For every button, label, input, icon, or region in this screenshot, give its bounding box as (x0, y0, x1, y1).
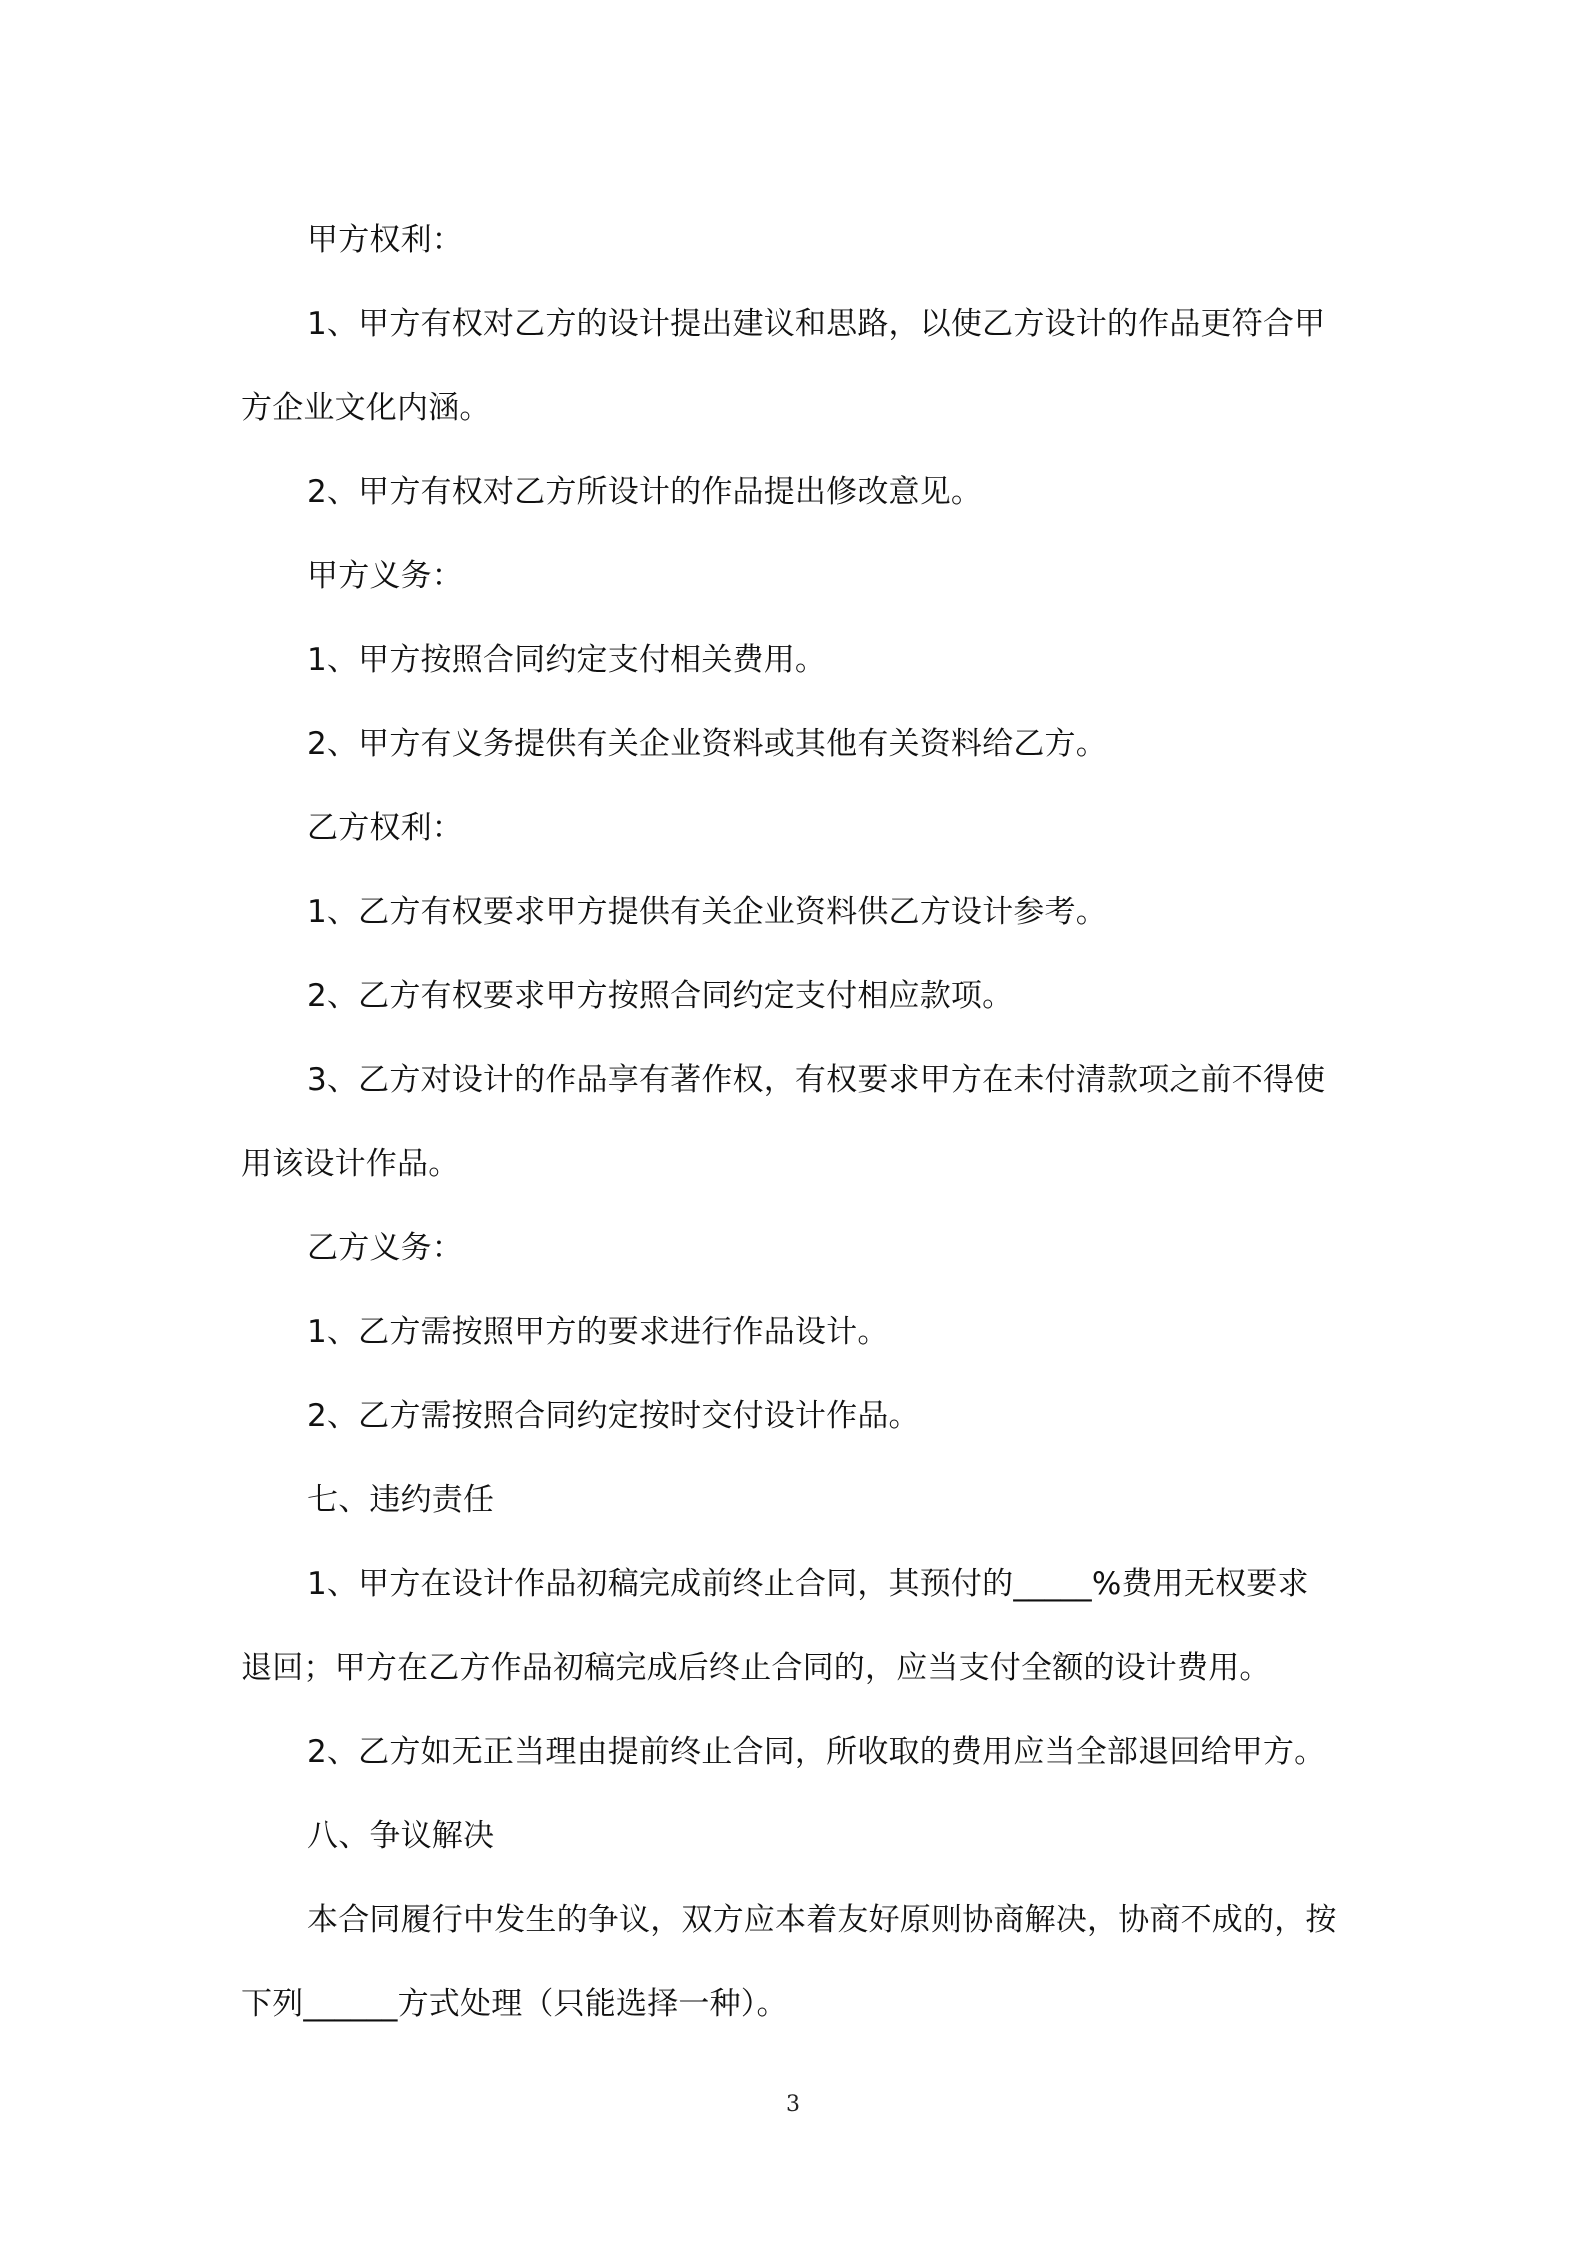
paragraph-line: 3、乙方对设计的作品享有著作权，有权要求甲方在未付清款项之前不得使 (307, 1062, 1326, 1098)
paragraph-line-continuation: 方企业文化内涵。 (241, 390, 491, 426)
paragraph-line-continuation: 用该设计作品。 (241, 1146, 460, 1182)
paragraph-line: 1、乙方需按照甲方的要求进行作品设计。 (307, 1314, 889, 1350)
paragraph-line-continuation: 退回；甲方在乙方作品初稿完成后终止合同的，应当支付全额的设计费用。 (241, 1650, 1271, 1686)
section-heading-party-b-rights: 乙方权利： (307, 810, 463, 846)
paragraph-line: 1、乙方有权要求甲方提供有关企业资料供乙方设计参考。 (307, 894, 1107, 930)
section-heading-party-a-obligations: 甲方义务： (307, 558, 463, 594)
section-heading-party-a-rights: 甲方权利： (307, 222, 463, 258)
paragraph-line-continuation: 下列______方式处理（只能选择一种）。 (241, 1986, 788, 2022)
paragraph-line: 1、甲方在设计作品初稿完成前终止合同，其预付的_____%费用无权要求 (307, 1566, 1309, 1602)
paragraph-line: 2、乙方如无正当理由提前终止合同，所收取的费用应当全部退回给甲方。 (307, 1734, 1326, 1770)
paragraph-line: 本合同履行中发生的争议，双方应本着友好原则协商解决，协商不成的，按 (307, 1902, 1337, 1938)
section-heading-breach-liability: 七、违约责任 (307, 1482, 495, 1518)
paragraph-line: 2、乙方需按照合同约定按时交付设计作品。 (307, 1398, 920, 1434)
section-heading-dispute-resolution: 八、争议解决 (307, 1818, 495, 1854)
paragraph-line: 1、甲方有权对乙方的设计提出建议和思路，以使乙方设计的作品更符合甲 (307, 306, 1326, 342)
paragraph-line: 2、乙方有权要求甲方按照合同约定支付相应款项。 (307, 978, 1014, 1014)
page-number: 3 (786, 2092, 800, 2117)
paragraph-line: 1、甲方按照合同约定支付相关费用。 (307, 642, 827, 678)
document-body (241, 198, 1351, 2046)
section-heading-party-b-obligations: 乙方义务： (307, 1230, 463, 1266)
paragraph-line: 2、甲方有权对乙方所设计的作品提出修改意见。 (307, 474, 983, 510)
paragraph-line: 2、甲方有义务提供有关企业资料或其他有关资料给乙方。 (307, 726, 1107, 762)
